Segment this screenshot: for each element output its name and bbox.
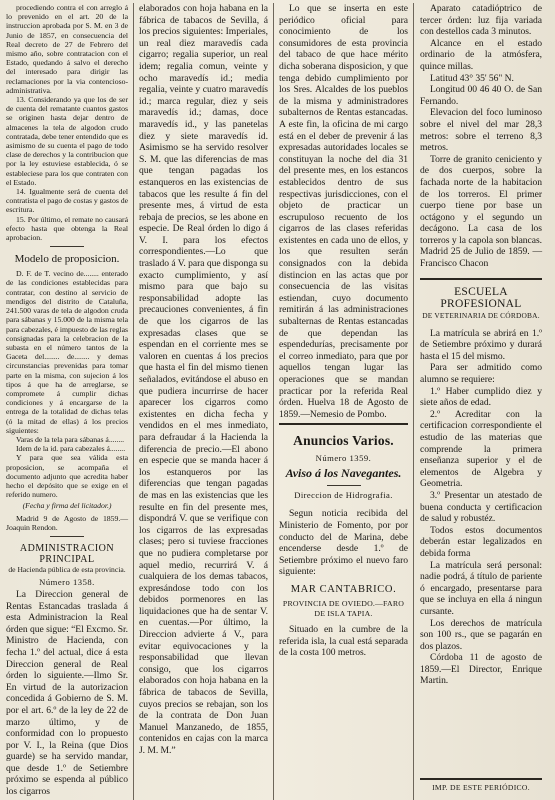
insertion-text: Lo que se inserta en este periódico oficial para conocimiento de los consumidores de esta provincia del tabaco de que hace mérito dicha soberana disposicion, y que tenga debido cumplimiento por los Sres. Alcaldes de los pueblos de la misma y administradores subalternos de Rentas estancadas. A este fin, la oficina de mi cargo está en el deber de prevenir á las expresadas autoridades locales se constituyan la noche del dia 31 del presente mes, en los estancos establecidos dentro de sus respectivas jurisdicciones, con el objeto de practicar un escrupuloso recuento de los cigarros de las clases referidas existentes en cada uno de ellos, y los que resulten serán consignados con la debida distincion en las actas que por consecuencia de las visitas estiendan, cuyo documento remitirán á las administraciones subalternas de Rentas estancadas de que dependan las espendedurías, precisamente por el correo inmediato, para que por aquellos tengan lugar las operaciones que se mandan practicar por la referida Real órden. Huelva 18 de Agosto de 1859.—Nemesio de Pombo. [279,3,408,420]
lighthouse-latitude: Latitud 43° 35' 56" N. [430,72,514,84]
separator [420,278,542,280]
madrid-date: Madrid 9 de Agosto de 1859.—Joaquin Rendon. [6,513,128,532]
tobacco-text: elaborados con hoja habana en la fábrica de tabacos de Sevilla, á los precios siguientes: Imperiales, un real diez maravedís cada cigarro; regalia superior, un real idem; regalia comun, veinte y ocho maravedís id.; media regalia, veinte y cuatro maravedís id.; marca regular, diez y seis maravedís id.; damas, doce maravedís id., y las panetelas diez y siete maravedís id. Asimismo se ha servido resolver S. M. que las diferencias de mas que tengan pagadas los estanqueros en las existencias de tabacos que les resulte á fin del presente mes, á virtud de esta rebaja de precios, se les abone en especie. De Real órden lo digo á V. I. para los efectos correspondientes.—Lo que traslado á V. para que disponga su exacto cumplimiento, y así mismo para que bajo su responsabilidad adopte las precauciones convenientes, á fin de que los cigarros de las expresadas clases que se espendan en el corriente mes se valoren en cuentas á los precios que hasta el fin del mismo tienen señalados, evitándose el abuso en que pudiera incurrirse de hacer aparecer los cigarros como existentes en dicha fecha y vendidos en el mes inmediato, para defraudar á la Hacienda la diferencia de precio.—El abono en especie que se manda hacer á los estanqueros por las diferencias que tengan pagadas de mas en las existencias que les resulte en fin del presente mes, dispondrá V. que se verifique con los cigarros de las expresadas clases; pero si tuviese fracciones que no pudiera completarse por aquel medio, recurrirá V. á cualquiera de los demas tabacos, expresándose todo con los debidos pormenores en las liquidaciones que ha de sentar V. en cuentas.—Por último, la Direccion advierte á V., para evitar equivocaciones y la responsabilidad que llevan consigo, que los cigarros elaborados con hoja habana en la fábrica de tabacos de Sevilla, cuyos precios se rebajan, son los de la contrata de Don Juan Manuel Manzanedo, de 1855, contenidos en cajas con la marca J. M. M.” [139,3,268,756]
school-signature: Córdoba 11 de agosto de 1859.—El Director, Enrique Martin. [420,652,542,687]
admission-intro: Para ser admitido como alumno se requiere: [420,362,542,386]
separator [50,246,84,247]
article-15: 15. Por último, el remate no causará efecto hasta que obtenga la Real aprobacion. [6,214,128,243]
article-14: 14. Igualmente será de cuenta del contratista el pago de costas y gastos de escritura. [6,187,129,215]
lighthouse-apparatus: Aparato catadióptrico de tercer órden: luz fija variada con destellos cada 3 minutos. [420,3,542,38]
separator [327,485,361,486]
requirement-2: 2.º Acreditar con la certificacion correspondiente el estudio de las materias que comprende la primera enseñanza superior y el de elementos de Algebra y Geometria. [420,408,542,490]
admin-heading: ADMINISTRACION PRINCIPAL [19,542,115,565]
printer-imprint: IMP. DE ESTE PERIÓDICO. [420,778,542,792]
enrollment-fees: Los derechos de matrícula son 100 rs., que se pagarán en dos plazos. [420,617,542,652]
notice-title: Aviso á los Navegantes. [285,466,402,481]
notice-department: Direccion de Hidrografia. [294,490,393,501]
requirement-3: 3.º Presentar un atestado de buena conducta y certificacion de salud y robustéz. [420,489,542,525]
notice-number: Número 1358. [39,576,95,587]
section-heading: Anuncios Varios. [293,433,394,449]
column-4 [413,3,544,800]
notice-number: Número 1359. [315,453,372,464]
column-3 [273,3,413,800]
model-prices-1: Varas de la tela para sábanas á........ [16,434,125,444]
province-heading: PROVINCIA DE OVIEDO.—FARO DE ISLA TAPIA. [282,598,405,618]
lighthouse-range: Alcance en el estado ordinario de la atmósfera, quince millas. [420,37,542,72]
lighthouse-elevation: Elevacion del foco luminoso sobre el nivel del mar 28,3 metros: sobre el terreno 8,3 metros. [420,107,542,154]
lighthouse-location: Situado en la cumbre de la referida isla, la cual está separada de la costa 100 metros. [279,624,408,659]
school-heading: ESCUELA PROFESIONAL [440,285,522,310]
separator [279,423,408,425]
sea-heading: MAR CANTABRICO. [290,583,397,595]
school-subheading: DE VETERINARIA DE CÓRDOBA. [422,310,540,320]
model-tail: Y para que sea válida esta proposicion, se acompaña el documento adjunto que acredita haber hecho el depósito que se exige en el referido numero. [6,453,128,500]
admin-body: La Direccion general de Rentas Estancadas traslada á esta Administracion la Real órden que sigue: “El Excmo. Sr. Ministro de Hacienda, con fecha 1.º del actual, dice á esta Direccion general de Real órden lo siguiente.—Ilmo Sr. En virtud de la autorizacion concedida á Gobierno de S. M. por el art. 6.º de la ley de 22 de marzo último, y de conformidad con lo propuesto por V. I., la Reina (que Dios guarde) se ha servido mandar, que desde 1.º de Setiembre próximo se espenda al público los cigarros [6,588,128,798]
model-prices-2: Idem de la id. para cabezales á........ [16,444,126,454]
model-text: D. F. de T. vecino de........ enterado de las condiciones establecidas para contratar, con destino al servicio de mendigos del distrito de Cataluña, 241.500 varas de tela de algodon cruda para sábanas y 15.000 de la misma tela para cabezales, é impuesto de las reglas consignadas para la celebracion de la subasta en el número tantos de la Gaceta del........ de........ y demas circunstancias prevenidas para tomar parte en la misma, con sujecion á los tipos á que ha de arreglarse, se compromete á cumplir dichas condiciones y á encargarse de la entrega de la totalidad de dichas telas (ó la mitad de ellas) á los precios siguientes: [6,269,128,435]
notice-text: Segun noticia recibida del Ministerio de Fomento, por por conducto del de Marina, debe encenderse desde 1.º de Setiembre próximo el nuevo faro siguiente: [279,508,408,578]
decree-text: procediendo contra el con arreglo á lo prevenido en el art. 20 de la instruccion aprobada por S. M. en 3 de Junio de 1857, en consecuencia del Real decreto de 27 de Febrero del mismo año, sobre contratacion con el Estado, quedando á salvo el derecho del interesado para dirigir las reclamaciones por la via contencioso-administrativa. [6,3,128,95]
requirement-1: 1.º Haber cumplido diez y siete años de edad. [420,385,542,409]
personal-enrollment: La matrícula será personal: nadie podrá, á título de pariente ó encargado, presentarse para que se incluya en ella á ningun cursante. [420,559,542,617]
column-2 [133,3,273,800]
model-signature: (Fecha y firma del licitador.) [22,501,112,511]
enrollment-dates: La matrícula se abrirá en 1.º de Setiembre próximo y durará hasta el 15 del mismo. [420,327,542,362]
column-1 [6,3,133,800]
lighthouse-tower: Torre de granito ceniciento y de dos cuerpos, sobre la fachada norte de la habitacion de los torreros. El primer cuerpo tiene por base un octágono y el segundo un decágono. La casa de los torreros y la capola son blancas. Madrid 25 de Julio de 1859. —Francisco Chacon [420,153,542,270]
article-13: 13. Considerando ya que los de ser de cuenta del rematante cuantos gastos se originen hasta dejar dentro de almacenes la tela de algodon crudo contratada, debe tener entendido que es asimismo de su cuenta el pago de todo clase de derechos y la contribucion que por la ley estuviese establecida, ó se estableciese para los que contraten con el Estado. [6,95,128,187]
separator [50,536,84,537]
admin-subheading: de Hacienda pública de esta provincia. [8,564,126,574]
model-heading: Modelo de proposicion. [14,253,120,266]
lighthouse-longitude: Longitud 00 46 40 O. de San Fernando. [420,84,542,107]
documents-note: Todos estos documentos deberán estar legalizados en debida forma [420,524,542,559]
